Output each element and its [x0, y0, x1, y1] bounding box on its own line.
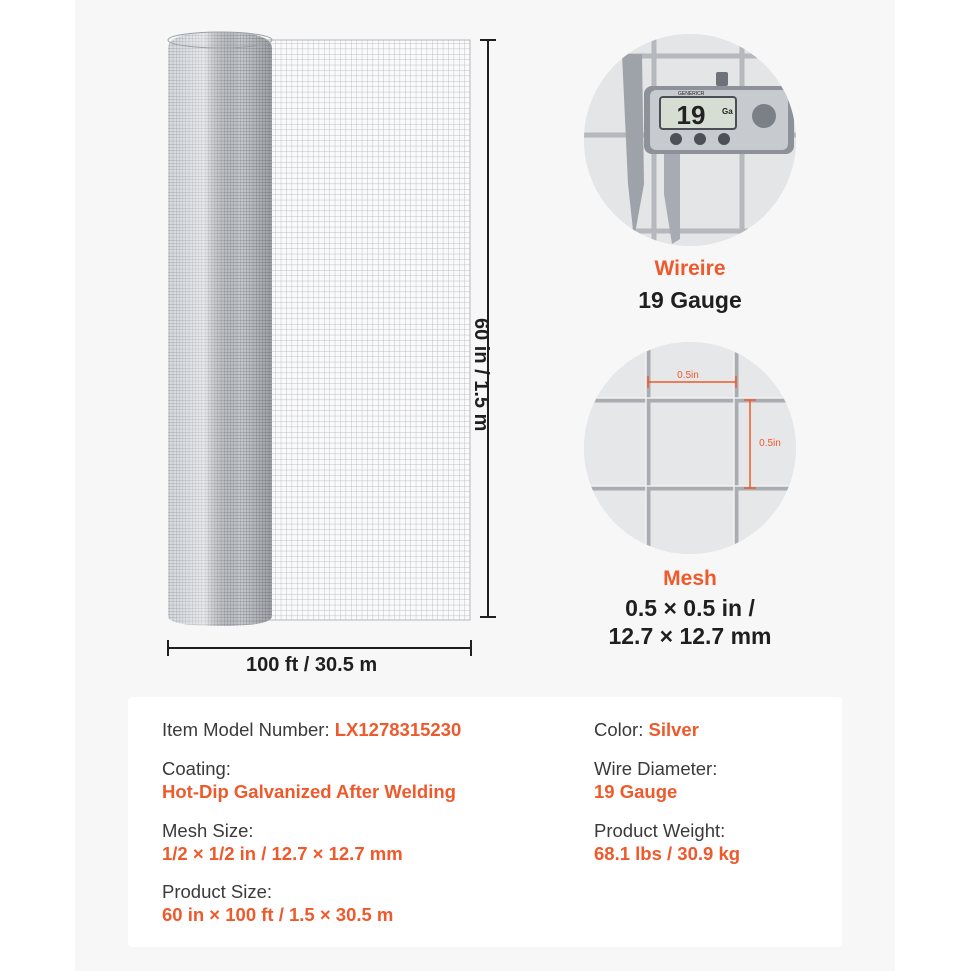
spec-product-size [162, 880, 393, 926]
height-dimension-label: 60 in / 1.5 m [470, 318, 492, 432]
spec-value: 60 in × 100 ft / 1.5 × 30.5 m [162, 904, 394, 925]
spec-product-weight [594, 819, 740, 865]
caliper-closeup-image [584, 34, 796, 246]
spec-value: 68.1 lbs / 30.9 kg [594, 843, 741, 864]
caliper-unit: Ga [722, 107, 733, 116]
spec-label: Product Weight: [594, 820, 726, 841]
spec-label: Color: [594, 719, 644, 740]
spec-label: Coating: [162, 758, 231, 779]
caliper-reading: 19 [676, 100, 706, 130]
spec-value: 19 Gauge [594, 781, 678, 802]
spec-value: Hot-Dip Galvanized After Welding [162, 781, 456, 802]
mesh-value-line2: 12.7 × 12.7 mm [608, 623, 772, 649]
mesh-dim-vertical-label: 0.5in [759, 438, 781, 449]
mesh-closeup-image [584, 342, 796, 554]
spec-value: Silver [648, 719, 699, 740]
spec-value: 1/2 × 1/2 in / 12.7 × 12.7 mm [162, 843, 403, 864]
mesh-value-line1: 0.5 × 0.5 in / [625, 595, 755, 621]
spec-label: Item Model Number: [162, 719, 330, 740]
spec-color [594, 718, 699, 741]
spec-label: Mesh Size: [162, 820, 254, 841]
caliper-brand: GENERICR [678, 91, 705, 97]
spec-item-model-number [162, 718, 461, 741]
spec-wire-diameter [594, 757, 717, 803]
mesh-feature-value [560, 594, 820, 650]
mesh-feature-title: Mesh [663, 567, 717, 590]
spec-mesh-size [162, 819, 403, 865]
spec-value: LX1278315230 [334, 719, 462, 740]
width-dimension-label: 100 ft / 30.5 m [246, 654, 378, 676]
mesh-dim-horizontal-label: 0.5in [677, 370, 699, 381]
spec-label: Product Size: [162, 881, 273, 902]
wire-feature-title: Wireire [654, 257, 726, 280]
wire-feature-value: 19 Gauge [638, 287, 742, 313]
spec-label: Wire Diameter: [594, 758, 718, 779]
spec-coating [162, 757, 456, 803]
